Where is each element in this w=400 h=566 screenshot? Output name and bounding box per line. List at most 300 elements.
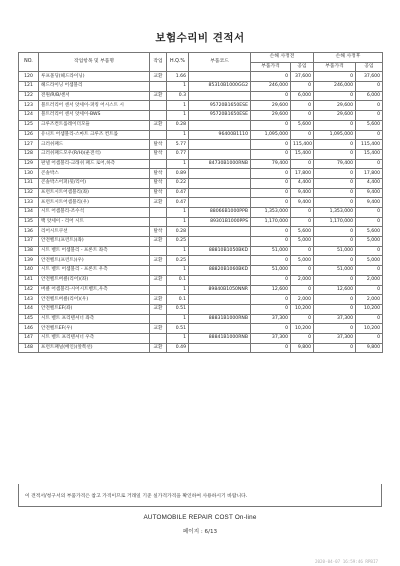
- cell-part-code: 89301B1000PPS: [189, 217, 251, 227]
- cell-before-labor: 5,000: [291, 256, 314, 266]
- cell-before-labor: 15,400: [291, 149, 314, 159]
- cell-item: 블트러리어 센서 앗세이-퍼킹 어시스트 시: [39, 101, 150, 111]
- cell-work: 탈착: [150, 188, 167, 198]
- cell-item: 시트 벨트 프리텐셔너 우측: [39, 333, 150, 343]
- header-hqty: H.Q.%: [167, 53, 189, 72]
- cell-work: 교환: [150, 304, 167, 314]
- cell-part-code: 88066B1000PPB: [189, 208, 251, 218]
- cell-hqty: 0.51: [167, 324, 189, 334]
- cell-after-labor: 9,800: [356, 343, 383, 353]
- cell-before-labor: 0: [291, 82, 314, 92]
- cell-before-part-price: 37,300: [251, 314, 291, 324]
- table-row: [19, 188, 383, 198]
- table-row: [19, 266, 383, 276]
- cell-before-labor: 0: [291, 314, 314, 324]
- cell-before-labor: 0: [291, 130, 314, 140]
- cell-part-code: [189, 324, 251, 334]
- cell-before-labor: 9,400: [291, 198, 314, 208]
- cell-hqty: 1: [167, 208, 189, 218]
- cell-before-labor: 10,200: [291, 324, 314, 334]
- cell-after-part-price: 29,600: [314, 111, 356, 121]
- cell-before-labor: 0: [291, 217, 314, 227]
- cell-before-labor: 2,000: [291, 295, 314, 305]
- cell-no: 145: [19, 314, 39, 324]
- header-item: 작업항목 및 부품명: [39, 53, 150, 72]
- cell-item: 안전벨트EF(좌): [39, 304, 150, 314]
- cell-after-part-price: 0: [314, 149, 356, 159]
- cell-part-code: [189, 227, 251, 237]
- cell-work: 탈착: [150, 149, 167, 159]
- cell-no: 143: [19, 295, 39, 305]
- cell-after-part-price: 1,170,000: [314, 217, 356, 227]
- cell-hqty: 0.77: [167, 149, 189, 159]
- cell-work: 탈착: [150, 178, 167, 188]
- cell-part-code: [189, 178, 251, 188]
- cell-item: 시트 어셈블리-조수석: [39, 208, 150, 218]
- cell-after-labor: 10,200: [356, 324, 383, 334]
- cell-work: [150, 217, 167, 227]
- cell-work: 교환: [150, 237, 167, 247]
- cell-no: 148: [19, 343, 39, 353]
- table-row: [19, 285, 383, 295]
- table-row: [19, 324, 383, 334]
- cell-after-labor: 4,400: [356, 178, 383, 188]
- cell-no: 134: [19, 208, 39, 218]
- cell-before-labor: 0: [291, 111, 314, 121]
- table-row: [19, 120, 383, 130]
- cell-after-labor: 2,000: [356, 295, 383, 305]
- cell-before-part-price: 0: [251, 324, 291, 334]
- cell-item: 헤드라이닝 어셈블리: [39, 82, 150, 92]
- document-title: 보험수리비 견적서: [155, 32, 245, 44]
- cell-after-labor: 9,400: [356, 188, 383, 198]
- cell-before-part-price: 0: [251, 188, 291, 198]
- cell-after-labor: 5,000: [356, 256, 383, 266]
- table-row: [19, 217, 383, 227]
- cell-after-part-price: 0: [314, 324, 356, 334]
- cell-after-part-price: 1,095,000: [314, 130, 356, 140]
- cell-hqty: 0.1: [167, 275, 189, 285]
- header-after-part-price: 부품가격: [314, 62, 356, 72]
- cell-after-part-price: 29,600: [314, 101, 356, 111]
- table-row: [19, 72, 383, 82]
- cell-no: 124: [19, 111, 39, 121]
- cell-no: 138: [19, 246, 39, 256]
- cell-before-labor: 5,600: [291, 120, 314, 130]
- cell-before-part-price: 1,353,000: [251, 208, 291, 218]
- table-row: [19, 149, 383, 159]
- cell-part-code: [189, 304, 251, 314]
- cell-item: 시트 벨트 어셈블리 - 프론트 좌측: [39, 246, 150, 256]
- cell-before-labor: 5,600: [291, 227, 314, 237]
- table-row: [19, 246, 383, 256]
- cell-after-labor: 0: [356, 159, 383, 169]
- cell-hqty: 1: [167, 246, 189, 256]
- cell-no: 147: [19, 333, 39, 343]
- header-work: 작업: [150, 53, 167, 72]
- cell-item: 크루즈컨트롤레이더모듈: [39, 120, 150, 130]
- cell-work: [150, 101, 167, 111]
- table-row: [19, 140, 383, 150]
- cell-after-part-price: 37,300: [314, 333, 356, 343]
- cell-no: 123: [19, 101, 39, 111]
- cell-before-labor: 9,800: [291, 343, 314, 353]
- cell-after-labor: 0: [356, 111, 383, 121]
- cell-hqty: 0.3: [167, 91, 189, 101]
- cell-after-labor: 9,400: [356, 198, 383, 208]
- cell-work: 교환: [150, 275, 167, 285]
- cell-before-labor: 6,000: [291, 91, 314, 101]
- cell-part-code: 88820B1060BKD: [189, 266, 251, 276]
- table-row: [19, 130, 383, 140]
- cell-hqty: 1.66: [167, 72, 189, 82]
- cell-after-part-price: 0: [314, 140, 356, 150]
- cell-work: [150, 285, 167, 295]
- cell-after-part-price: 0: [314, 227, 356, 237]
- cell-before-labor: 4,400: [291, 178, 314, 188]
- cell-part-code: [189, 149, 251, 159]
- cell-hqty: 1: [167, 111, 189, 121]
- cell-hqty: 1: [167, 101, 189, 111]
- cell-after-labor: 5,600: [356, 227, 383, 237]
- cell-after-part-price: 1,353,000: [314, 208, 356, 218]
- cell-item: 유니트 어셈블리-스마트 크루즈 컨트롤: [39, 130, 150, 140]
- cell-part-code: 96400B1110: [189, 130, 251, 140]
- cell-part-code: [189, 343, 251, 353]
- table-row: [19, 275, 383, 285]
- cell-item: 크러쉬패드: [39, 140, 150, 150]
- cell-before-labor: 5,000: [291, 237, 314, 247]
- cell-item: 안전벨트버클(리어)(좌): [39, 275, 150, 285]
- cell-before-part-price: 0: [251, 304, 291, 314]
- cell-item: 블트러리어 센서 앗세이-BWS: [39, 111, 150, 121]
- cell-before-part-price: 0: [251, 72, 291, 82]
- cell-no: 121: [19, 82, 39, 92]
- cell-after-labor: 0: [356, 333, 383, 343]
- cell-after-part-price: 0: [314, 120, 356, 130]
- cell-work: 교환: [150, 324, 167, 334]
- cell-before-part-price: 0: [251, 140, 291, 150]
- cell-before-part-price: 29,600: [251, 101, 291, 111]
- cell-hqty: 5.77: [167, 140, 189, 150]
- cell-after-part-price: 0: [314, 91, 356, 101]
- table-row: [19, 295, 383, 305]
- cell-after-part-price: 0: [314, 169, 356, 179]
- cell-hqty: 1: [167, 217, 189, 227]
- cell-after-labor: 0: [356, 246, 383, 256]
- disclaimer-note: 이 견적서/청구서의 부품가격은 참고 가격이므로 거래일 기준 실가격가격을 확인하여 사용하시기 바랍니다.: [18, 484, 382, 507]
- header-before-part-price: 부품가격: [251, 62, 291, 72]
- cell-part-code: [189, 256, 251, 266]
- cell-before-part-price: 1,170,000: [251, 217, 291, 227]
- cell-item: 판넬 어셈블리-크래쉬 패드 로어,하측: [39, 159, 150, 169]
- table-row: [19, 333, 383, 343]
- cell-no: 122: [19, 91, 39, 101]
- cell-part-code: [189, 140, 251, 150]
- table-row: [19, 237, 383, 247]
- cell-item: 프런트시트어셈블리(우): [39, 198, 150, 208]
- cell-before-part-price: 0: [251, 275, 291, 285]
- cell-after-labor: 0: [356, 285, 383, 295]
- cell-before-part-price: 0: [251, 169, 291, 179]
- cell-part-code: [189, 198, 251, 208]
- cell-item: 리어시트쿠션: [39, 227, 150, 237]
- cell-after-labor: 6,000: [356, 91, 383, 101]
- cell-work: [150, 130, 167, 140]
- cell-before-labor: 0: [291, 266, 314, 276]
- cell-after-labor: 5,000: [356, 237, 383, 247]
- cell-item: 안전벨트EF(우): [39, 324, 150, 334]
- cell-part-code: 89840B1050NNR: [189, 285, 251, 295]
- estimate-table: [18, 52, 383, 353]
- cell-no: 144: [19, 304, 39, 314]
- cell-item: 시트 벨트 프리텐셔너 좌측: [39, 314, 150, 324]
- cell-after-labor: 0: [356, 217, 383, 227]
- cell-after-part-price: 0: [314, 295, 356, 305]
- cell-no: 142: [19, 285, 39, 295]
- cell-no: 120: [19, 72, 39, 82]
- cell-item: 크러쉬패드모우(R/H)(운전석): [39, 149, 150, 159]
- cell-after-part-price: 0: [314, 304, 356, 314]
- table-row: [19, 314, 383, 324]
- cell-work: 탈착: [150, 169, 167, 179]
- cell-before-part-price: 246,000: [251, 82, 291, 92]
- cell-before-part-price: 0: [251, 178, 291, 188]
- cell-no: 133: [19, 198, 39, 208]
- cell-no: 128: [19, 149, 39, 159]
- table-row: [19, 227, 383, 237]
- table-row: [19, 111, 383, 121]
- cell-before-part-price: 1,095,000: [251, 130, 291, 140]
- cell-work: 탈착: [150, 227, 167, 237]
- table-row: [19, 91, 383, 101]
- cell-work: [150, 159, 167, 169]
- cell-item: 버클 어셈블리-시어시트벨트,우측: [39, 285, 150, 295]
- cell-work: 교환: [150, 91, 167, 101]
- cell-item: 안전벨트(프런트)(좌): [39, 237, 150, 247]
- cell-work: [150, 314, 167, 324]
- cell-hqty: 0.1: [167, 295, 189, 305]
- cell-part-code: [189, 72, 251, 82]
- header-before-assessment: 손해 사정전: [251, 53, 314, 63]
- cell-after-labor: 0: [356, 82, 383, 92]
- cell-hqty: 0.25: [167, 237, 189, 247]
- cell-before-labor: 2,000: [291, 275, 314, 285]
- cell-before-part-price: 0: [251, 295, 291, 305]
- cell-no: 132: [19, 188, 39, 198]
- cell-part-code: 95720B1650ESE: [189, 101, 251, 111]
- cell-part-code: [189, 275, 251, 285]
- cell-after-labor: 17,800: [356, 169, 383, 179]
- cell-after-part-price: 37,300: [314, 314, 356, 324]
- cell-after-part-price: 0: [314, 237, 356, 247]
- cell-hqty: 0.25: [167, 256, 189, 266]
- cell-after-labor: 15,400: [356, 149, 383, 159]
- cell-before-part-price: 79,400: [251, 159, 291, 169]
- cell-before-labor: 0: [291, 159, 314, 169]
- cell-no: 129: [19, 159, 39, 169]
- cell-after-part-price: 0: [314, 275, 356, 285]
- cell-item: 프런트패널(베인)(앞쪽선): [39, 343, 150, 353]
- cell-part-code: [189, 91, 251, 101]
- cell-before-part-price: 29,600: [251, 111, 291, 121]
- cell-work: 교환: [150, 343, 167, 353]
- cell-work: [150, 208, 167, 218]
- table-row: [19, 159, 383, 169]
- page-number: 페이지 : 6/13: [182, 529, 218, 535]
- header-after-assessment: 손해 사정후: [314, 53, 383, 63]
- cell-no: 130: [19, 169, 39, 179]
- table-row: [19, 82, 383, 92]
- cell-hqty: 0.28: [167, 120, 189, 130]
- header-no: NO.: [19, 53, 39, 72]
- cell-no: 136: [19, 227, 39, 237]
- cell-before-labor: 10,200: [291, 304, 314, 314]
- cell-hqty: 0.51: [167, 304, 189, 314]
- cell-before-part-price: 0: [251, 256, 291, 266]
- cell-hqty: 0.28: [167, 227, 189, 237]
- cell-part-code: 88841B1000RNB: [189, 333, 251, 343]
- cell-item: 백 앗세이 - 리어 시트: [39, 217, 150, 227]
- table-row: [19, 198, 383, 208]
- cell-work: 교환: [150, 256, 167, 266]
- cell-after-part-price: 12,600: [314, 285, 356, 295]
- cell-work: 교환: [150, 295, 167, 305]
- cell-before-labor: 0: [291, 285, 314, 295]
- cell-part-code: [189, 295, 251, 305]
- cell-before-labor: 0: [291, 246, 314, 256]
- cell-work: [150, 246, 167, 256]
- cell-after-labor: 10,200: [356, 304, 383, 314]
- cell-before-part-price: 37,300: [251, 333, 291, 343]
- cell-before-part-price: 12,600: [251, 285, 291, 295]
- cell-work: [150, 266, 167, 276]
- cell-part-code: 95720B1650ESE: [189, 111, 251, 121]
- cell-part-code: 88810B1050BKD: [189, 246, 251, 256]
- cell-before-part-price: 0: [251, 91, 291, 101]
- cell-no: 131: [19, 178, 39, 188]
- cell-after-labor: 115,400: [356, 140, 383, 150]
- footer-title: AUTOMOBILE REPAIR COST On-line: [143, 514, 257, 521]
- cell-after-labor: 0: [356, 101, 383, 111]
- cell-part-code: 84730B1000RNB: [189, 159, 251, 169]
- cell-part-code: [189, 237, 251, 247]
- cell-after-part-price: 51,000: [314, 266, 356, 276]
- cell-before-part-price: 0: [251, 149, 291, 159]
- header-before-labor: 공임: [291, 62, 314, 72]
- cell-after-labor: 37,600: [356, 72, 383, 82]
- cell-before-labor: 17,800: [291, 169, 314, 179]
- header-after-labor: 공임: [356, 62, 383, 72]
- table-row: [19, 256, 383, 266]
- cell-part-code: 88831B1000RNB: [189, 314, 251, 324]
- cell-no: 125: [19, 120, 39, 130]
- cell-item: 루프몰딩(헤드라이닝): [39, 72, 150, 82]
- cell-hqty: 0.89: [167, 169, 189, 179]
- cell-no: 127: [19, 140, 39, 150]
- cell-work: 교환: [150, 120, 167, 130]
- cell-item: 콘솔박스: [39, 169, 150, 179]
- cell-item: 콘솔박스어퍼(뒷/리어): [39, 178, 150, 188]
- table-row: [19, 343, 383, 353]
- cell-before-labor: 37,600: [291, 72, 314, 82]
- cell-hqty: 0.47: [167, 188, 189, 198]
- cell-after-part-price: 0: [314, 256, 356, 266]
- cell-hqty: 1: [167, 82, 189, 92]
- cell-item: 시트 벨트 어셈블리 - 프론트 우측: [39, 266, 150, 276]
- cell-after-labor: 5,600: [356, 120, 383, 130]
- cell-no: 140: [19, 266, 39, 276]
- cell-hqty: 0.47: [167, 198, 189, 208]
- cell-after-labor: 2,000: [356, 275, 383, 285]
- cell-part-code: 85310B1000GG2: [189, 82, 251, 92]
- cell-part-code: [189, 188, 251, 198]
- cell-item: 안전벨트(프런트)(우): [39, 256, 150, 266]
- cell-hqty: 0.22: [167, 178, 189, 188]
- cell-after-part-price: 0: [314, 198, 356, 208]
- cell-no: 135: [19, 217, 39, 227]
- cell-work: [150, 333, 167, 343]
- table-row: [19, 304, 383, 314]
- cell-before-part-price: 51,000: [251, 246, 291, 256]
- cell-item: 안전벨트버클(리어)(우): [39, 295, 150, 305]
- cell-hqty: 0.49: [167, 343, 189, 353]
- cell-work: [150, 111, 167, 121]
- cell-after-labor: 0: [356, 208, 383, 218]
- cell-work: 탈착: [150, 140, 167, 150]
- cell-hqty: 1: [167, 333, 189, 343]
- table-row: [19, 169, 383, 179]
- print-timestamp: 2020-04-07 16:59:46 RPBI7: [314, 559, 378, 564]
- cell-hqty: 1: [167, 159, 189, 169]
- cell-hqty: 1: [167, 130, 189, 140]
- table-row: [19, 208, 383, 218]
- cell-after-part-price: 51,000: [314, 246, 356, 256]
- cell-hqty: 1: [167, 266, 189, 276]
- table-row: [19, 178, 383, 188]
- cell-hqty: 1: [167, 285, 189, 295]
- cell-work: 교환: [150, 72, 167, 82]
- cell-before-part-price: 0: [251, 343, 291, 353]
- cell-after-labor: 0: [356, 314, 383, 324]
- cell-before-labor: 0: [291, 101, 314, 111]
- cell-before-part-price: 0: [251, 237, 291, 247]
- cell-no: 139: [19, 256, 39, 266]
- table-row: [19, 101, 383, 111]
- cell-after-part-price: 0: [314, 72, 356, 82]
- cell-work: 교환: [150, 198, 167, 208]
- cell-work: [150, 82, 167, 92]
- cell-before-labor: 9,400: [291, 188, 314, 198]
- cell-no: 137: [19, 237, 39, 247]
- cell-after-part-price: 0: [314, 178, 356, 188]
- cell-before-part-price: 0: [251, 227, 291, 237]
- cell-before-labor: 115,400: [291, 140, 314, 150]
- cell-item: 전원/R/B/센서: [39, 91, 150, 101]
- cell-part-code: [189, 120, 251, 130]
- cell-after-labor: 0: [356, 266, 383, 276]
- cell-no: 146: [19, 324, 39, 334]
- cell-item: 프런트시트어셈블리(좌): [39, 188, 150, 198]
- cell-after-part-price: 0: [314, 188, 356, 198]
- header-part-code: 부품코드: [189, 53, 251, 72]
- cell-part-code: [189, 169, 251, 179]
- cell-after-part-price: 0: [314, 343, 356, 353]
- cell-after-labor: 0: [356, 130, 383, 140]
- cell-hqty: 1: [167, 314, 189, 324]
- cell-before-labor: 0: [291, 333, 314, 343]
- cell-after-part-price: 79,400: [314, 159, 356, 169]
